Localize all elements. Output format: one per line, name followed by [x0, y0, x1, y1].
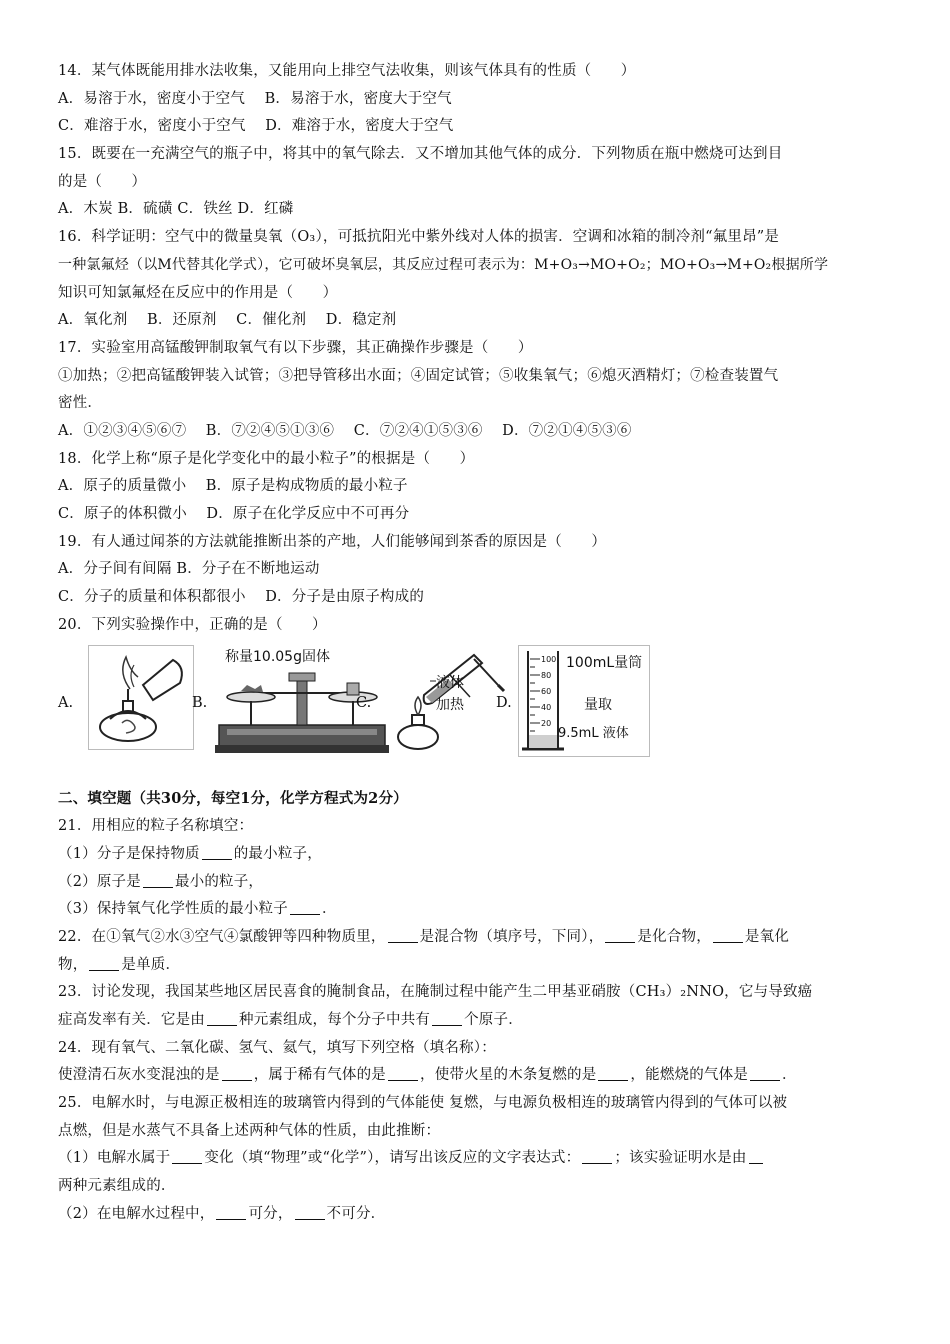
q20-figure-d-tick-60: 60 [541, 687, 552, 697]
q23-text-c: 个原子． [464, 1011, 523, 1028]
q17-options: A．①②③④⑤⑥⑦ B．⑦②④⑤①③⑥ C．⑦②④①⑤③⑥ D．⑦②①④⑤③⑥ [58, 422, 632, 439]
q21-blank-3[interactable] [290, 900, 320, 915]
q21-part3 [58, 896, 898, 924]
q15-options: A．木炭 B．硫磺 C．铁丝 D．红磷 [58, 201, 294, 218]
q21-part3-pre: （3）保持氧气化学性质的最小粒子 [58, 901, 288, 918]
q16-options: A．氧化剂 B．还原剂 C．催化剂 D．稳定剂 [58, 312, 397, 329]
q20-option-d-label: D. [496, 695, 512, 712]
q20-figure-d-tick-40: 40 [541, 703, 552, 713]
q24-blank-3[interactable] [598, 1066, 628, 1081]
q25-line3 [58, 1145, 898, 1173]
q24-line1: 24．现有氧气、二氧化碳、氢气、氦气，填写下列空格（填名称）： [58, 1039, 496, 1056]
q22-text-e: 物， [58, 956, 88, 973]
q14-stem: 14．某气体既能用排水法收集，又能用向上排空气法收集，则该气体具有的性质（ ） [58, 63, 636, 79]
q20-figure-d-tick-100: 100 [541, 655, 557, 665]
q23-line2 [58, 1007, 898, 1035]
q17-stem: 17．实验室用高锰酸钾制取氧气有以下步骤，其正确操作步骤是（ ） [58, 339, 533, 356]
q21-stem: 21．用相应的粒子名称填空： [58, 818, 254, 835]
q21-part1 [58, 841, 898, 869]
q21-part2-post: 最小的粒子， [174, 873, 264, 890]
q22-blank-1[interactable] [388, 928, 418, 943]
q19-options-cd: C．分子的质量和体积都很小 D．分子是由原子构成的 [58, 589, 425, 606]
q20-figure-c-caption-2: 加热 [436, 697, 464, 714]
q24-text-b: ，属于稀有气体的是 [253, 1067, 387, 1084]
q20-figure-d-tick-80: 80 [541, 671, 552, 681]
q22-text-b: 是混合物（填序号，下同）， [419, 928, 604, 945]
q14-options-cd: C．难溶于水，密度小于空气 D．难溶于水，密度大于空气 [58, 118, 454, 135]
q22-blank-2[interactable] [605, 928, 635, 943]
q17-steps-line1: ①加热；②把高锰酸钾装入试管；③把导管移出水面；④固定试管；⑤收集氧气；⑥熄灭酒精灯；⑦检查装置气 [58, 367, 779, 384]
q22-blank-4[interactable] [89, 956, 119, 971]
q15-stem-line2: 的是（ ） [58, 173, 147, 190]
q25-line2: 点燃，但是水蒸气不具备上述两种气体的性质，由此推断： [58, 1122, 441, 1139]
q25-text-a: （1）电解水属于 [58, 1150, 171, 1167]
exam-page [58, 58, 898, 1228]
q20-figure-d-tick-20: 20 [541, 719, 552, 729]
q24-blank-4[interactable] [750, 1066, 780, 1081]
q25-blank-2[interactable] [582, 1149, 612, 1164]
q20-figure-d-graduated-cylinder [518, 645, 650, 757]
q24-text-e: ． [782, 1067, 797, 1084]
q16-stem-line3: 知识可知氯氟烃在反应中的作用是（ ） [58, 284, 338, 301]
q22-line2 [58, 952, 898, 980]
q22-blank-3[interactable] [713, 928, 743, 943]
q23-text-a: 症高发率有关．它是由 [58, 1011, 205, 1028]
q23-line1: 23．讨论发现，我国某些地区居民喜食的腌制食品，在腌制过程中能产生二甲基亚硝胺（CH₃）₂NNO，它与导致癌 [58, 984, 813, 1001]
q25-blank-3[interactable] [749, 1149, 763, 1164]
q20-option-b-label: B. [192, 695, 208, 712]
q18-stem: 18．化学上称“原子是化学变化中的最小粒子”的根据是（ ） [58, 450, 475, 467]
q21-blank-2[interactable] [143, 873, 173, 888]
q16-stem-line2: 一种氯氟烃（以M代替其化学式），它可破坏臭氧层，其反应过程可表示为：M+O₃→MO+O₂；MO+O₃→M+O₂根据所学 [58, 256, 829, 273]
q25-blank-5[interactable] [295, 1205, 325, 1220]
q25-text-f: 不可分． [326, 1205, 386, 1222]
q22-text-d: 是氧化 [744, 928, 790, 945]
q20-option-a-label: A. [58, 695, 74, 712]
q21-part3-post: ． [321, 901, 337, 918]
q23-blank-2[interactable] [432, 1011, 462, 1026]
q25-blank-4[interactable] [216, 1205, 246, 1220]
q23-blank-1[interactable] [207, 1011, 237, 1026]
q25-text-b: 变化（填“物理”或“化学”），请写出该反应的文字表达式： [204, 1150, 581, 1167]
q24-text-a: 使澄清石灰水变混浊的是 [58, 1067, 220, 1084]
q24-blank-1[interactable] [222, 1066, 252, 1081]
q15-stem-line1: 15．既要在一充满空气的瓶子中，将其中的氧气除去．又不增加其他气体的成分．下列物质在瓶中燃烧可达到目 [58, 146, 783, 163]
q19-options-ab: A．分子间有间隔 B．分子在不断地运动 [58, 561, 320, 578]
q18-options-cd: C．原子的体积微小 D．原子在化学反应中不可再分 [58, 506, 410, 522]
q19-stem: 19．有人通过闻茶的方法就能推断出茶的产地，人们能够闻到茶香的原因是（ ） [58, 533, 607, 550]
q25-text-d: （2）在电解水过程中， [58, 1205, 215, 1222]
q18-options-ab: A．原子的质量微小 B．原子是构成物质的最小粒子 [58, 478, 408, 495]
q21-part1-post: 的最小粒子， [233, 845, 322, 862]
q21-blank-1[interactable] [202, 845, 232, 860]
q25-line5 [58, 1201, 898, 1229]
q20-option-c-label: C. [356, 695, 372, 712]
q20-figure-d-caption-2: 量取 [584, 697, 612, 714]
q22-text-a: 22．在①氧气②水③空气④氯酸钾等四种物质里， [58, 928, 386, 945]
q25-line4: 两种元素组成的． [58, 1178, 176, 1195]
q22-text-f: 是单质． [121, 956, 181, 973]
q17-steps-line2: 密性． [58, 395, 103, 412]
q14-options-ab: A．易溶于水，密度小于空气 B．易溶于水，密度大于空气 [58, 90, 452, 107]
section-2-title: 二、填空题（共30分，每空1分，化学方程式为2分） [58, 790, 408, 808]
q21-part1-pre: （1）分子是保持物质 [58, 845, 200, 862]
q20-figure-d-caption-1: 100mL量筒 [566, 655, 643, 672]
q20-figure-d-caption-3: 9.5mL 液体 [558, 726, 629, 742]
q21-part2-pre: （2）原子是 [58, 873, 141, 890]
q24-line2 [58, 1062, 898, 1090]
q25-text-c: ；该实验证明水是由 [614, 1150, 747, 1167]
q22-text-c: 是化合物， [637, 928, 711, 945]
q20-figure-b-caption: 称量10.05g固体 [225, 649, 330, 666]
q22-line1 [58, 924, 898, 952]
q25-blank-1[interactable] [172, 1149, 202, 1164]
q24-blank-2[interactable] [388, 1066, 418, 1081]
q20-figure-row [58, 645, 898, 755]
q23-text-b: 种元素组成，每个分子中共有 [239, 1011, 431, 1028]
q24-text-d: ，能燃烧的气体是 [630, 1067, 749, 1084]
q24-text-c: ，使带火星的木条复燃的是 [420, 1067, 597, 1084]
q20-stem: 20．下列实验操作中，正确的是（ ） [58, 616, 327, 633]
q16-stem-line1: 16．科学证明：空气中的微量臭氧（O₃），可抵抗阳光中紫外线对人体的损害．空调和冰箱的制冷剂“氟里昂”是 [58, 229, 780, 246]
q20-figure-c-caption-1: 液体 [436, 675, 464, 692]
q25-line1: 25．电解水时，与电源正极相连的玻璃管内得到的气体能使 复燃，与电源负极相连的玻璃管内得到的气体可以被 [58, 1095, 788, 1111]
q21-part2 [58, 869, 898, 897]
q25-text-e: 可分， [248, 1205, 293, 1222]
